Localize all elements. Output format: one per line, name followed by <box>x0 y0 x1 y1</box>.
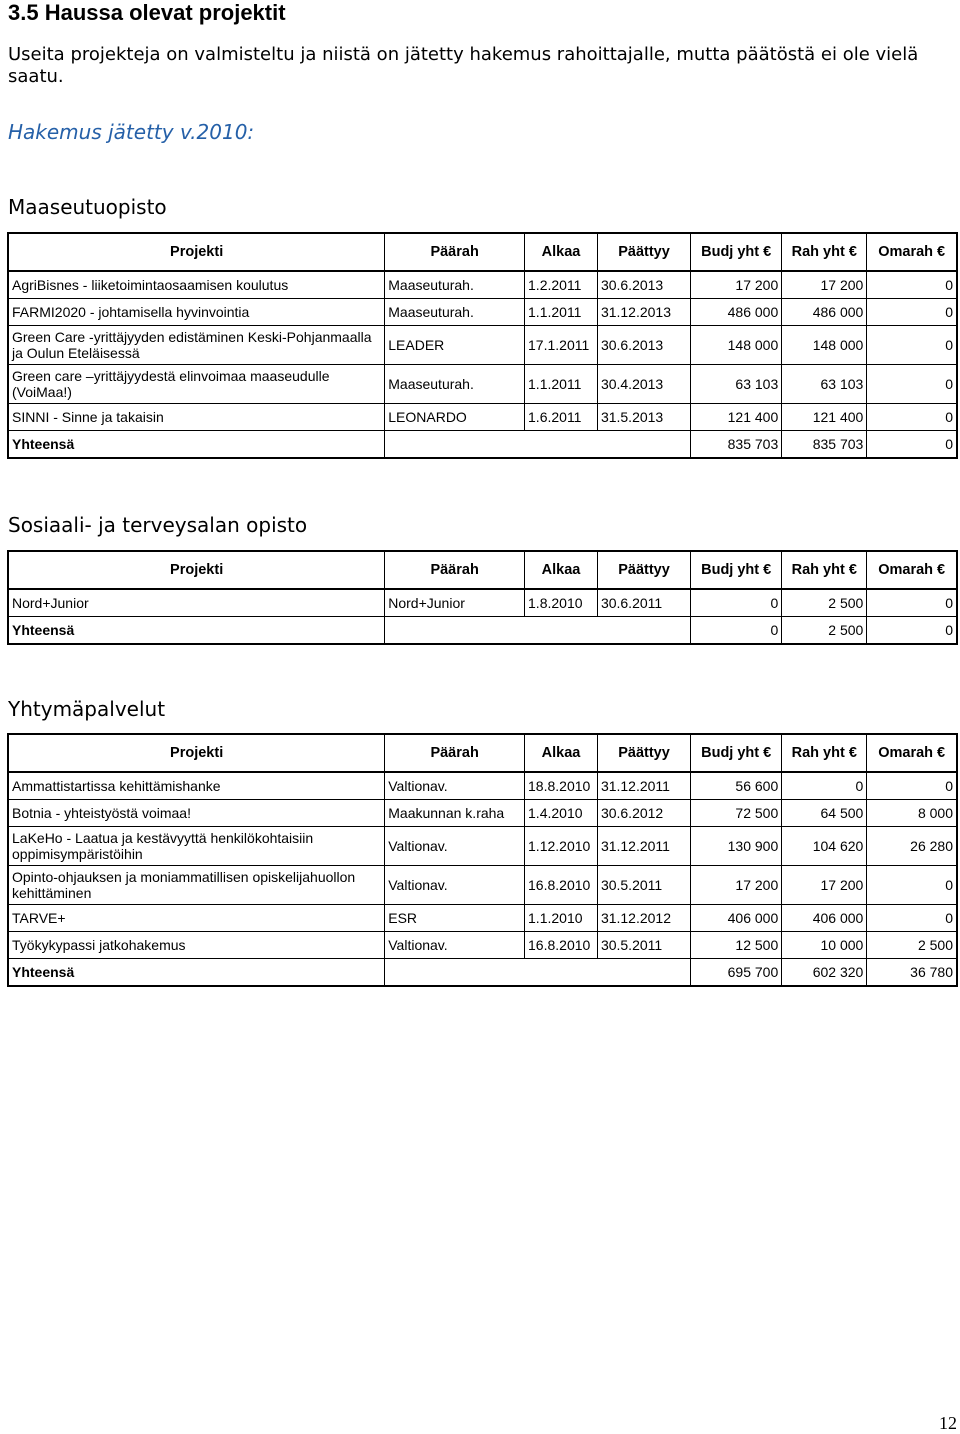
page-number: 12 <box>939 1413 957 1433</box>
column-header: Omarah € <box>867 551 957 589</box>
cell-end: 30.5.2011 <box>597 866 690 905</box>
cell-funder: Maaseuturah. <box>385 299 525 326</box>
cell-funding: 64 500 <box>782 800 867 827</box>
cell-start: 16.8.2010 <box>525 866 598 905</box>
cell-start: 17.1.2011 <box>525 326 598 365</box>
cell-project: FARMI2020 - johtamisella hyvinvointia <box>8 299 385 326</box>
cell-own: 0 <box>867 299 957 326</box>
total-row <box>8 431 957 459</box>
total-label: Yhteensä <box>8 959 385 987</box>
total-label: Yhteensä <box>8 431 385 459</box>
cell-start: 16.8.2010 <box>525 932 598 959</box>
table-row <box>8 772 957 800</box>
cell-funder: ESR <box>385 905 525 932</box>
total-budget: 695 700 <box>691 959 782 987</box>
dept-title-sosiaali-terveys: Sosiaali- ja terveysalan opisto <box>8 513 308 537</box>
total-row <box>8 617 957 645</box>
header-row <box>8 551 957 589</box>
table-row <box>8 326 957 365</box>
cell-own: 0 <box>867 866 957 905</box>
cell-start: 1.12.2010 <box>525 827 598 866</box>
cell-end: 30.6.2013 <box>597 326 690 365</box>
cell-funding: 406 000 <box>782 905 867 932</box>
cell-own: 0 <box>867 772 957 800</box>
cell-project: Green Care -yrittäjyyden edistäminen Keski-Pohjanmaalla ja Oulun Eteläisessä <box>8 326 385 365</box>
cell-own: 0 <box>867 905 957 932</box>
projects-table-yhtymapalvelut <box>7 733 958 987</box>
application-subheading: Hakemus jätetty v.2010: <box>8 120 255 144</box>
cell-funder: Valtionav. <box>385 827 525 866</box>
cell-start: 1.4.2010 <box>525 800 598 827</box>
cell-budget: 72 500 <box>691 800 782 827</box>
cell-budget: 63 103 <box>691 365 782 404</box>
cell-budget: 121 400 <box>691 404 782 431</box>
cell-funding: 486 000 <box>782 299 867 326</box>
cell-start: 1.1.2010 <box>525 905 598 932</box>
projects-table-sosiaali-terveys <box>7 550 958 645</box>
header-row <box>8 233 957 271</box>
total-label: Yhteensä <box>8 617 385 645</box>
table-row <box>8 800 957 827</box>
column-header: Projekti <box>8 734 385 772</box>
cell-start: 1.8.2010 <box>525 589 598 617</box>
table-row <box>8 866 957 905</box>
cell-start: 1.1.2011 <box>525 365 598 404</box>
total-funding: 2 500 <box>782 617 867 645</box>
cell-end: 30.5.2011 <box>597 932 690 959</box>
cell-funding: 0 <box>782 772 867 800</box>
cell-project: Nord+Junior <box>8 589 385 617</box>
total-blank-cell <box>385 431 691 459</box>
cell-end: 31.12.2013 <box>597 299 690 326</box>
column-header: Rah yht € <box>782 551 867 589</box>
cell-funding: 2 500 <box>782 589 867 617</box>
cell-start: 18.8.2010 <box>525 772 598 800</box>
column-header: Alkaa <box>525 233 598 271</box>
table-row <box>8 589 957 617</box>
cell-project: SINNI - Sinne ja takaisin <box>8 404 385 431</box>
column-header: Budj yht € <box>691 551 782 589</box>
column-header: Päärah <box>385 551 525 589</box>
cell-funding: 121 400 <box>782 404 867 431</box>
cell-funding: 104 620 <box>782 827 867 866</box>
cell-budget: 486 000 <box>691 299 782 326</box>
cell-budget: 0 <box>691 589 782 617</box>
cell-funder: LEADER <box>385 326 525 365</box>
cell-own: 0 <box>867 271 957 299</box>
column-header: Alkaa <box>525 551 598 589</box>
cell-funder: Maaseuturah. <box>385 365 525 404</box>
column-header: Budj yht € <box>691 734 782 772</box>
cell-project: LaKeHo - Laatua ja kestävyyttä henkilökohtaisiin oppimisympäristöihin <box>8 827 385 866</box>
column-header: Omarah € <box>867 233 957 271</box>
table-row <box>8 905 957 932</box>
cell-funding: 63 103 <box>782 365 867 404</box>
cell-end: 31.5.2013 <box>597 404 690 431</box>
cell-own: 0 <box>867 365 957 404</box>
cell-funding: 148 000 <box>782 326 867 365</box>
cell-own: 26 280 <box>867 827 957 866</box>
table-row <box>8 365 957 404</box>
cell-start: 1.6.2011 <box>525 404 598 431</box>
cell-end: 31.12.2011 <box>597 827 690 866</box>
cell-funder: Maaseuturah. <box>385 271 525 299</box>
cell-project: Green care –yrittäjyydestä elinvoimaa maaseudulle (VoiMaa!) <box>8 365 385 404</box>
column-header: Päärah <box>385 734 525 772</box>
column-header: Päättyy <box>597 551 690 589</box>
header-row <box>8 734 957 772</box>
cell-own: 8 000 <box>867 800 957 827</box>
cell-budget: 406 000 <box>691 905 782 932</box>
dept-title-yhtymapalvelut: Yhtymäpalvelut <box>8 697 166 721</box>
total-own: 0 <box>867 431 957 459</box>
cell-project: AgriBisnes - liiketoimintaosaamisen koulutus <box>8 271 385 299</box>
total-row <box>8 959 957 987</box>
cell-funder: Valtionav. <box>385 932 525 959</box>
cell-budget: 12 500 <box>691 932 782 959</box>
cell-end: 31.12.2011 <box>597 772 690 800</box>
cell-end: 30.4.2013 <box>597 365 690 404</box>
total-blank-cell <box>385 959 691 987</box>
column-header: Päärah <box>385 233 525 271</box>
dept-title-maaseutuopisto: Maaseutuopisto <box>8 195 167 219</box>
cell-start: 1.1.2011 <box>525 299 598 326</box>
cell-own: 0 <box>867 589 957 617</box>
total-budget: 835 703 <box>691 431 782 459</box>
cell-end: 31.12.2012 <box>597 905 690 932</box>
section-title: 3.5 Haussa olevat projektit <box>8 0 286 25</box>
cell-end: 30.6.2012 <box>597 800 690 827</box>
cell-project: TARVE+ <box>8 905 385 932</box>
cell-own: 2 500 <box>867 932 957 959</box>
total-funding: 602 320 <box>782 959 867 987</box>
column-header: Budj yht € <box>691 233 782 271</box>
table-row <box>8 299 957 326</box>
cell-project: Ammattistartissa kehittämishanke <box>8 772 385 800</box>
cell-funder: Valtionav. <box>385 772 525 800</box>
column-header: Omarah € <box>867 734 957 772</box>
cell-project: Botnia - yhteistyöstä voimaa! <box>8 800 385 827</box>
column-header: Päättyy <box>597 233 690 271</box>
table-row <box>8 271 957 299</box>
cell-funder: Valtionav. <box>385 866 525 905</box>
column-header: Projekti <box>8 551 385 589</box>
cell-funding: 10 000 <box>782 932 867 959</box>
intro-text: Useita projekteja on valmisteltu ja niistä on jätetty hakemus rahoittajalle, mutta päätöstä ei ole vielä saatu. <box>8 44 919 87</box>
total-own: 36 780 <box>867 959 957 987</box>
cell-budget: 56 600 <box>691 772 782 800</box>
total-blank-cell <box>385 617 691 645</box>
cell-project: Työkykypassi jatkohakemus <box>8 932 385 959</box>
cell-end: 30.6.2011 <box>597 589 690 617</box>
cell-own: 0 <box>867 404 957 431</box>
column-header: Rah yht € <box>782 233 867 271</box>
column-header: Rah yht € <box>782 734 867 772</box>
cell-funding: 17 200 <box>782 866 867 905</box>
cell-funding: 17 200 <box>782 271 867 299</box>
cell-start: 1.2.2011 <box>525 271 598 299</box>
table-row <box>8 932 957 959</box>
projects-table-maaseutuopisto <box>7 232 958 459</box>
cell-funder: Maakunnan k.raha <box>385 800 525 827</box>
cell-funder: Nord+Junior <box>385 589 525 617</box>
cell-budget: 17 200 <box>691 866 782 905</box>
total-budget: 0 <box>691 617 782 645</box>
cell-funder: LEONARDO <box>385 404 525 431</box>
cell-budget: 17 200 <box>691 271 782 299</box>
column-header: Projekti <box>8 233 385 271</box>
cell-budget: 148 000 <box>691 326 782 365</box>
cell-own: 0 <box>867 326 957 365</box>
cell-end: 30.6.2013 <box>597 271 690 299</box>
cell-project: Opinto-ohjauksen ja moniammatillisen opiskelijahuollon kehittäminen <box>8 866 385 905</box>
total-funding: 835 703 <box>782 431 867 459</box>
table-row <box>8 404 957 431</box>
column-header: Päättyy <box>597 734 690 772</box>
total-own: 0 <box>867 617 957 645</box>
cell-budget: 130 900 <box>691 827 782 866</box>
table-row <box>8 827 957 866</box>
column-header: Alkaa <box>525 734 598 772</box>
